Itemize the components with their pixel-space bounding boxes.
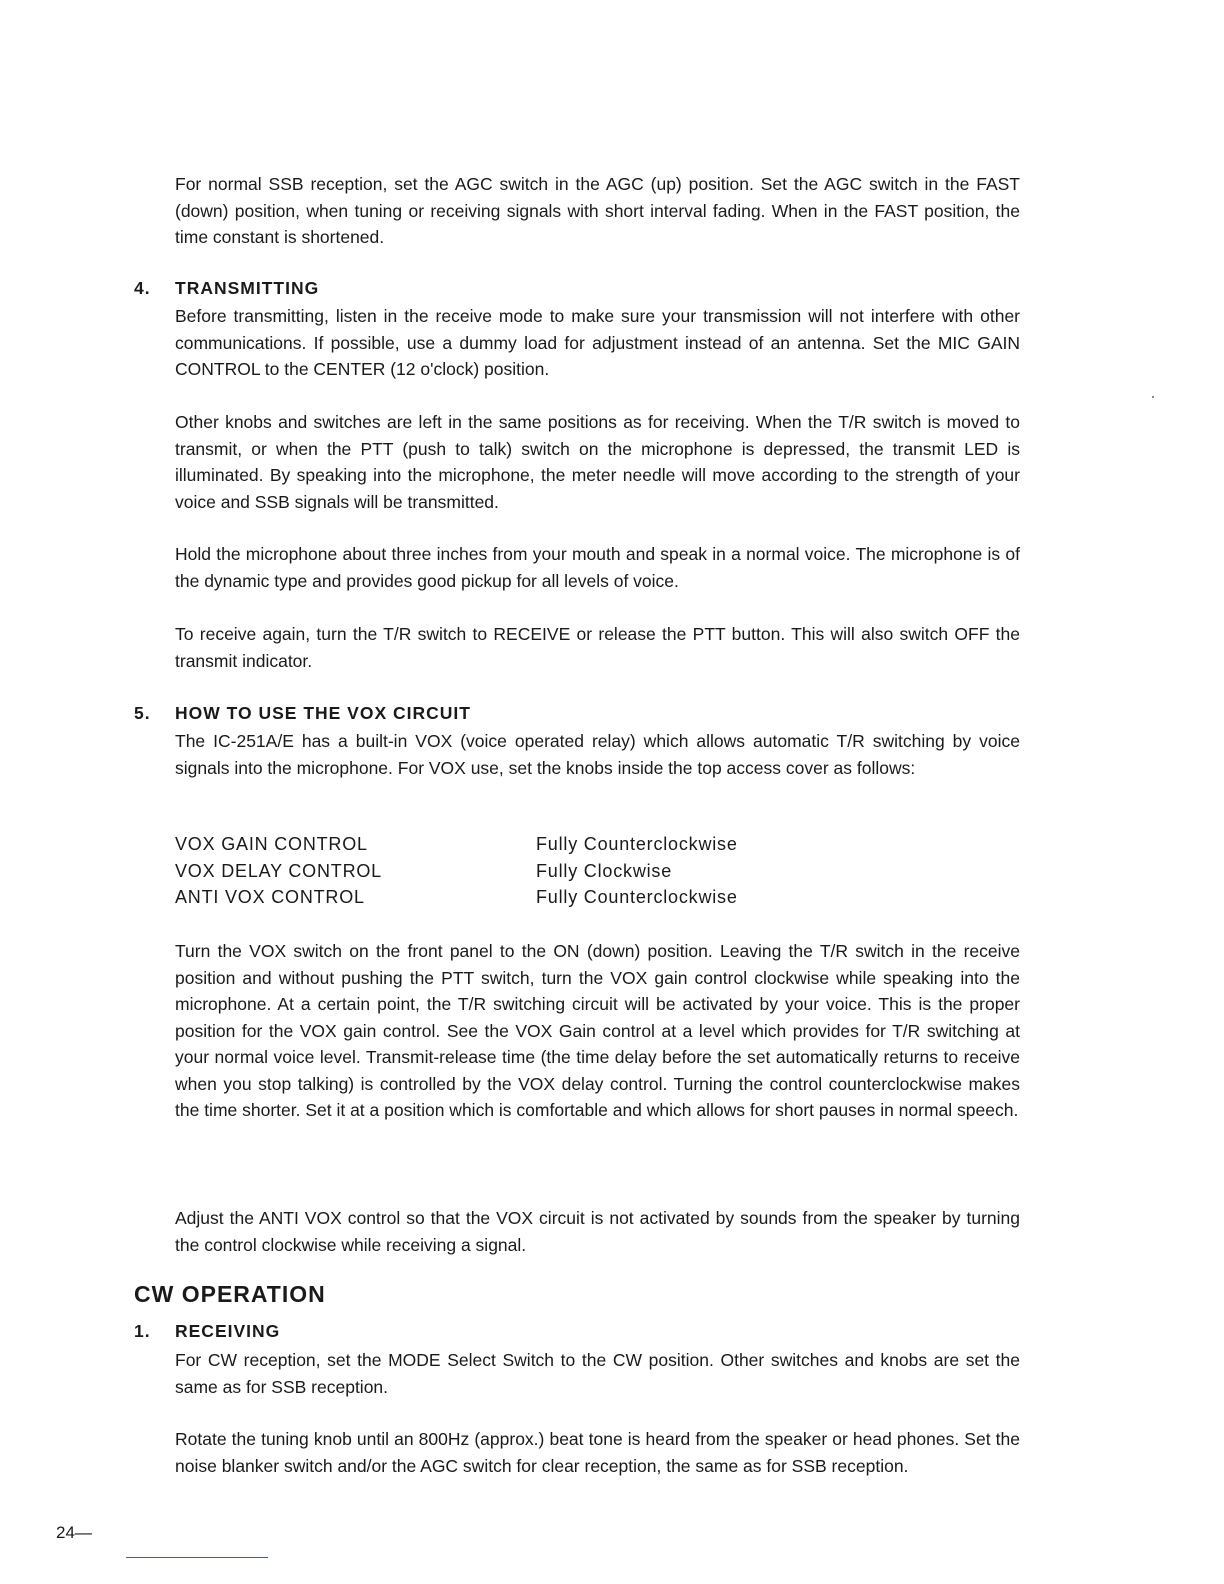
paragraph: Adjust the ANTI VOX control so that the VOX circuit is not activated by sounds from the speaker by turning the control clockwise while receiving a signal. (175, 1208, 1020, 1255)
setting-value: Fully Counterclockwise (536, 887, 738, 907)
vox-settings-table (175, 831, 738, 911)
page-number: 24— (56, 1523, 92, 1542)
table-row (175, 884, 738, 911)
paragraph: Before transmitting, listen in the receive mode to make sure your transmission will not interfere with other communications. If possible, use a dummy load for adjustment instead of an antenna. Set the MIC GAIN CONTROL to the CENTER (12 o'clock) position. (175, 306, 1020, 379)
transmitting-paragraph-3 (175, 541, 1020, 594)
cw-receiving-paragraph-2 (175, 1426, 1020, 1479)
transmitting-paragraph-2 (175, 409, 1020, 515)
footer-rule (126, 1557, 268, 1558)
paragraph: To receive again, turn the T/R switch to RECEIVE or release the PTT button. This will also switch OFF the transmit indicator. (175, 624, 1020, 671)
paragraph: The IC-251A/E has a built-in VOX (voice operated relay) which allows automatic T/R switching by voice signals into the microphone. For VOX use, set the knobs inside the top access cover as follows: (175, 731, 1020, 778)
section-number: 5. (134, 703, 151, 723)
table-row (175, 858, 738, 885)
section-number: 4. (134, 278, 151, 298)
paragraph: For CW reception, set the MODE Select Switch to the CW position. Other switches and knobs are set the same as for SSB reception. (175, 1350, 1020, 1397)
paragraph: Other knobs and switches are left in the same positions as for receiving. When the T/R switch is moved to transmit, or when the PTT (push to talk) switch on the microphone is depressed, the transmit LED is illuminated. By speaking into the microphone, the meter needle will move according to the strength of your voice and SSB signals will be transmitted. (175, 412, 1020, 512)
ssb-agc-paragraph (175, 171, 1020, 251)
setting-value: Fully Clockwise (536, 860, 673, 881)
section-title: HOW TO USE THE VOX CIRCUIT (175, 703, 471, 723)
transmitting-paragraph-4 (175, 621, 1020, 674)
section-title: TRANSMITTING (175, 278, 320, 298)
paragraph: Hold the microphone about three inches from your mouth and speak in a normal voice. The microphone is of the dynamic type and provides good pickup for all levels of voice. (175, 544, 1020, 591)
setting-control: VOX DELAY CONTROL (175, 860, 382, 881)
major-heading-cw-operation: CW OPERATION (134, 1281, 326, 1307)
table-row (175, 831, 738, 858)
section-heading-transmitting (134, 276, 319, 300)
setting-control: ANTI VOX CONTROL (175, 887, 365, 907)
vox-intro-paragraph (175, 728, 1020, 781)
transmitting-paragraph-1 (175, 303, 1020, 383)
paragraph: Rotate the tuning knob until an 800Hz (approx.) beat tone is heard from the speaker or head phones. Set the noise blanker switch and/or the AGC switch for clear reception, the same as for SSB reception. (175, 1429, 1020, 1476)
cw-receiving-paragraph-1 (175, 1347, 1020, 1400)
vox-paragraph-2 (175, 1205, 1020, 1258)
paragraph: Turn the VOX switch on the front panel to the ON (down) position. Leaving the T/R switch in the receive position and without pushing the PTT switch, turn the VOX gain control clockwise while speaking into the microphone. At a certain point, the T/R switching circuit will be activated by your voice. This is the proper position for the VOX gain control. See the VOX Gain control at a level which provides for T/R switching at your normal voice level. Transmit-release time (the time delay before the set automatically returns to receive when you stop talking) is controlled by the VOX delay control. Turning the control counterclockwise makes the time shorter. Set it at a position which is comfortable and which allows for short pauses in normal speech. (175, 941, 1020, 1120)
paragraph: For normal SSB reception, set the AGC switch in the AGC (up) position. Set the AGC switch in the FAST (down) position, when tuning or receiving signals with short interval fading. When in the FAST position, the time constant is shortened. (175, 174, 1020, 247)
scan-speck (1152, 396, 1154, 398)
section-title: RECEIVING (175, 1321, 281, 1341)
section-heading-receiving (134, 1319, 280, 1343)
vox-paragraph-1 (175, 938, 1020, 1124)
setting-control: VOX GAIN CONTROL (175, 834, 368, 854)
section-heading-vox (134, 701, 471, 725)
setting-value: Fully Counterclockwise (536, 834, 738, 854)
section-number: 1. (134, 1321, 151, 1341)
